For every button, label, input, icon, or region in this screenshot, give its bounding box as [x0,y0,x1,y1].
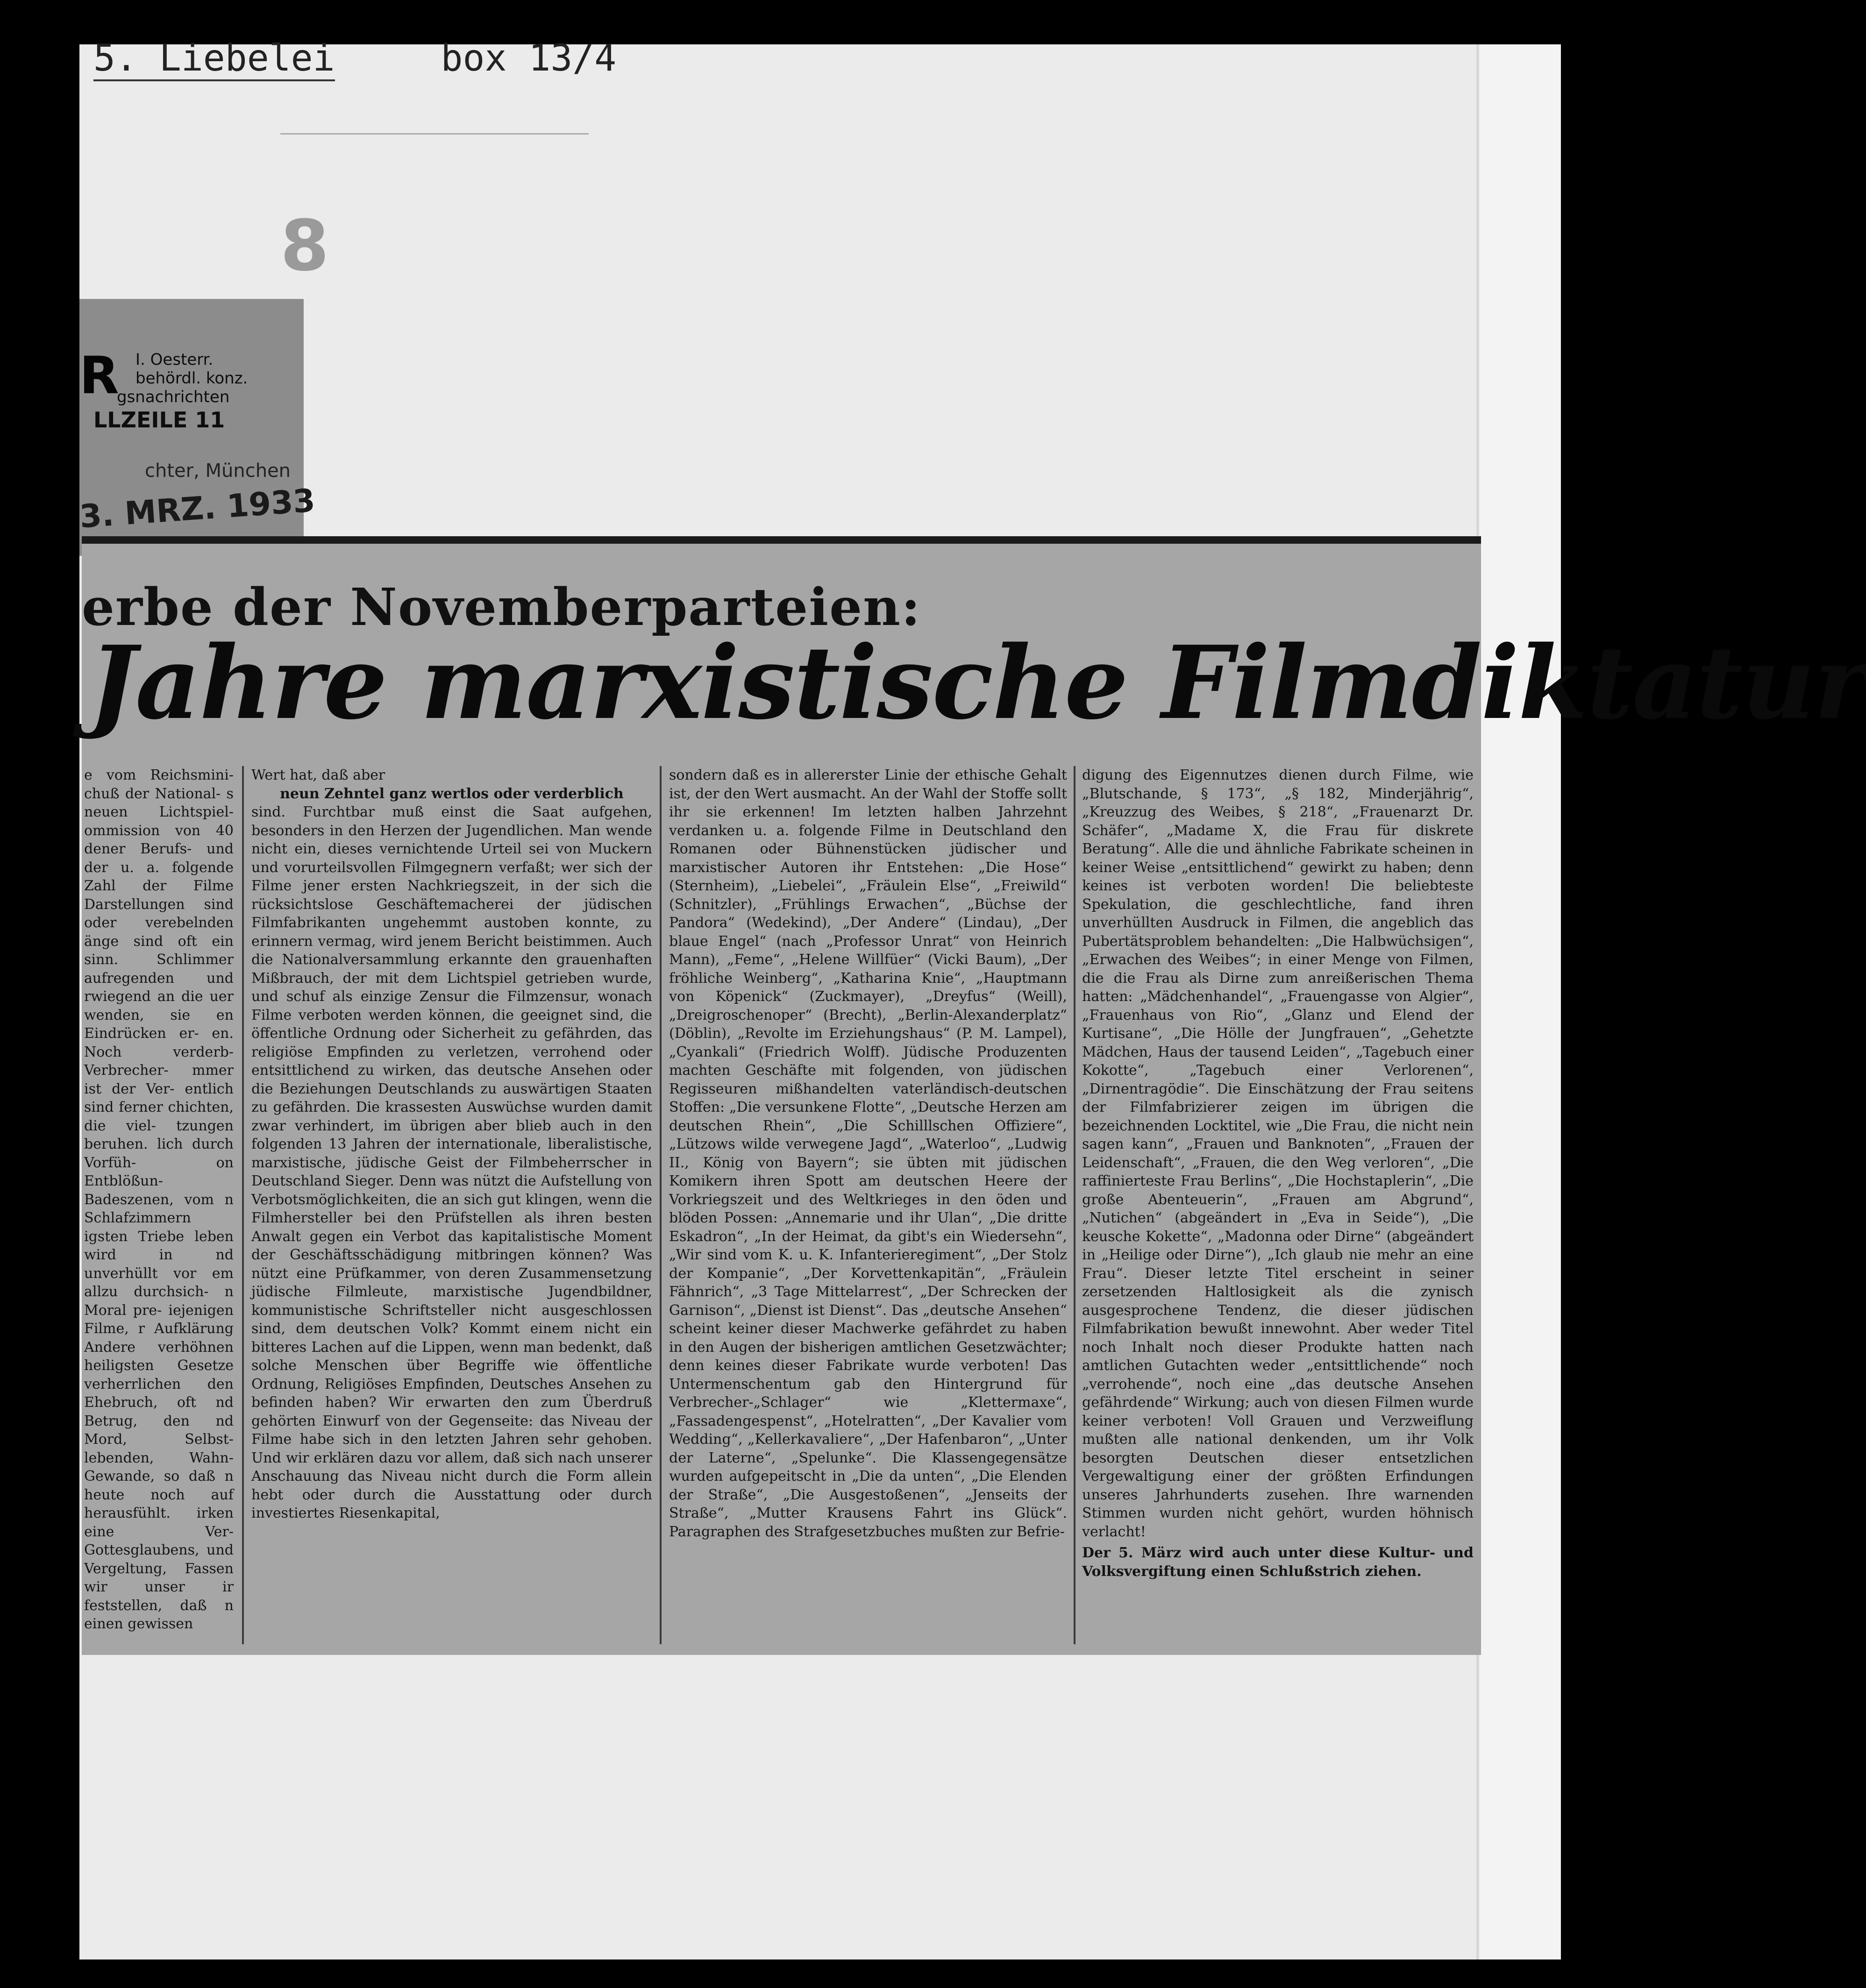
column-2-text: sind. Furchtbar muß einst die Saat aufgehen, besonders in den Herzen der Jugendlichen. Man wende nicht ein, dieses vernichtende Urteil sei von Muckern und vorurteilsvollen Filmgegnern verfaßt; wer sich der Filme jener ersten Nachkriegszeit, in der sich die rücksichtslose Geschäftemacherei der jüdischen Filmfabrikanten ungehemmt austoben konnte, zu erinnern vermag, wird jenem Bericht beistimmen. Auch die Nationalversammlung erkannte den grauenhaften Mißbrauch, der mit dem Lichtspiel getrieben wurde, und schuf als einzige Zensur die Filmzensur, wonach Filme verboten werden können, die geeignet sind, die öffentliche Ordnung oder Sicherheit zu gefährden, das religiöse Empfinden zu verletzen, verrohend oder entsittlichend zu wirken, das deutsche Ansehen oder die Beziehungen Deutschlands zu auswärtigen Staaten zu gefährden. Die krassesten Auswüchse wurden damit zwar verhindert, im übrigen aber blieb auch in den folgenden 13 Jahren der internationale, liberalistische, marxistische, jüdische Geist der Filmbeherrscher in Deutschland Sieger. Denn was nützt die Aufstellung von Verbotsmöglichkeiten, die an sich gut klingen, wenn die Filmhersteller bei den Prüfstellen als ihren besten Anwalt gegen ein Verbot das kapitalistische Moment der Geschäftsschädigung mitbringen können? Was nützt eine Prüfkammer, von deren Zusammensetzung jüdische Filmleute, marxistische Jugendbildner, kommunistische Schriftsteller nicht ausgeschlossen sind, dem deutschen Volk? Kommt einem nicht ein bitteres Lachen auf die Lippen, wenn man bedenkt, daß solche Menschen über Begriffe wie öffentliche Ordnung, Religiöses Empfinden, Deutsches Ansehen zu befinden haben? Wir erwarten den zum Überdruß gehörten Einwurf von der Gegenseite: das Niveau der Filme habe sich in den letzten Jahren sehr gehoben. Und wir erklären dazu vor allem, daß sich nach unserer Anschauung das Niveau nicht durch die Form allein hebt oder durch die Ausstattung oder durch investiertes Riesenkapital, [251,804,652,1521]
header-rule [280,133,589,135]
stamp-line-2: behördl. konz. [135,369,248,388]
article-column-1 [84,766,234,1644]
sheet-lower-margin [79,1655,1476,1960]
stamp-date: 3. MRZ. 1933 [78,482,317,536]
stamp-line-1: I. Oesterr. [135,350,214,369]
article-kicker: erbe der Novemberparteien: [82,577,921,637]
article-column-3 [669,766,1067,1644]
clipping-service-stamp [78,299,317,556]
column-4-text: digung des Eigennutzes dienen durch Filme, wie „Blutschande, § 173“, „§ 182, Minderjährig“, „Kreuzzug des Weibes, § 218“, „Frauenarzt Dr. Schäfer“, „Madame X, die Frau für diskrete Beratung“. Alle die und ähnliche Fabrikate scheinen in keiner Weise „entsittlichend“ gewirkt zu haben; denn keines ist verboten worden! Die beliebteste Spekulation, die geschlechtliche, fand ihren unverhüllten Ausdruck in Filmen, die angeblich das Pubertätsproblem behandelten: „Die Halbwüchsigen“, „Erwachen des Weibes“; in einer Menge von Filmen, die die Frau als Dirne zum anreißerischen Thema hatten: „Mädchenhandel“, „Frauengasse von Algier“, „Frauenhaus von Rio“, „Glanz und Elend der Kurtisane“, „Die Hölle der Jungfrauen“, „Gehetzte Mädchen, Haus der tausend Leiden“, „Tagebuch einer Kokotte“, „Tagebuch einer Verlorenen“, „Dirnentragödie“. Die Einschätzung der Frau seitens der Filmfabrizierer zeigen im übrigen die bezeichnenden Locktitel, wie „Die Frau, die nicht nein sagen kann“, „Frauen und Banknoten“, „Frauen der Leidenschaft“, „Frauen, die den Weg verloren“, „Die raffinierteste Frau Berlins“, „Die Hochstaplerin“, „Die große Abenteuerin“, „Frauen am Abgrund“, „Nutichen“ (abgeändert in „Eva in Seide“), „Die keusche Kokette“, „Madonna oder Dirne“ (abgeändert in „Heilige oder Dirne“), „Ich glaub nie mehr an eine Frau“. Dieser letzte Titel erscheint in seiner zersetzenden Haltlosigkeit als die zynisch ausgesprochene Tendenz, die dieser jüdischen Filmfabrikation bewußt innewohnt. Aber weder Titel noch Inhalt noch dieser Produkte hatten nach amtlichen Gutachten weder „entsittlichende“ noch „verrohende“, noch eine „das deutsche Ansehen gefährdende“ Wirkung; auch von diesen Filmen wurde keiner verboten! Voll Grauen und Verzweiflung mußten alle national denkenden, um ihr Volk besorgten Deutschen dieser entsetzlichen Vergewaltigung einer der größten Erfindungen unseres Jahrhunderts zusehen. Ihre warnenden Stimmen wurden nicht gehört, wurden höhnisch verlacht! [1082,767,1474,1540]
column-3-text: sondern daß es in allererster Linie der ethische Gehalt ist, der den Wert ausmacht. An der Wahl der Stoffe sollt ihr sie erkennen! Im letzten halben Jahrzehnt verdanken u. a. folgende Filme in Deutschland den Romanen oder Bühnenstücken jüdischer und marxistischer Autoren ihr Entstehen: „Die Hose“ (Sternheim), „Liebelei“, „Fräulein Else“, „Freiwild“ (Schnitzler), „Frühlings Erwachen“, „Büchse der Pandora“ (Wedekind), „Der Andere“ (Lindau), „Der blaue Engel“ (nach „Professor Unrat“ von Heinrich Mann), „Feme“, „Helene Willfüer“ (Vicki Baum), „Der fröhliche Weinberg“, „Katharina Knie“, „Hauptmann von Köpenick“ (Zuckmayer), „Dreyfus“ (Weill), „Dreigroschenoper“ (Brecht), „Berlin-Alexanderplatz“ (Döblin), „Revolte im Erziehungshaus“ (P. M. Lampel), „Cyankali“ (Friedrich Wolff). Jüdische Produzenten machten Geschäfte mit folgenden, von jüdischen Regisseuren mißhandelten vaterländisch-deutschen Stoffen: „Die versunkene Flotte“, „Deutsche Herzen am deutschen Rhein“, „Die Schilllschen Offiziere“, „Lützows wilde verwegene Jagd“, „Waterloo“, „Ludwig II., König von Bayern“; sie übten mit jüdischen Komikern ihren Spott am deutschen Heere der Vorkriegszeit und des Weltkrieges in den öden und blöden Possen: „Annemarie und ihr Ulan“, „Die dritte Eskadron“, „In der Heimat, da gibt's ein Wiedersehn“, „Wir sind vom K. u. K. Infanterieregiment“, „Der Stolz der Kompanie“, „Der Korvettenkapitän“, „Fräulein Fähnrich“, „3 Tage Mittelarrest“, „Der Schrecken der Garnison“, „Dienst ist Dienst“. Das „deutsche Ansehen“ scheint keiner dieser Machwerke gefährdet zu haben in den Augen der bisherigen amtlichen Gesetzwächter; denn keines dieser Fabrikate wurde verboten! Das Untermenschentum gab den Hintergrund für Verbrecher-„Schlager“ wie „Klettermaxe“, „Fassadengespenst“, „Hotelratten“, „Der Kavalier vom Wedding“, „Kellerkavaliere“, „Der Hafenbaron“, „Unter der Laterne“, „Spelunke“. Die Klassengegensätze wurden aufgepeitscht in „Die da unten“, „Die Elenden der Straße“, „Die Ausgestoßenen“, „Jenseits der Straße“, „Mutter Krausens Fahrt ins Glück“. Paragraphen des Strafgesetzbuches mußten zur Befrie- [669,767,1067,1540]
column-1-text: e vom Reichsmini- chuß der National- s neuen Lichtspiel- ommission von 40 dener Berufs- und der u. a. folgende Zahl der Filme Darstellungen sind oder verebelnden änge sind oft ein sinn. Schlimmer aufregenden und rwiegend an die uer wenden, sie en Eindrücken er- en. Noch verderb- Verbrecher- mmer ist der Ver- entlich sind ferner chichten, die viel- tzungen beruhen. lich durch Vorfüh- on Entblößun- Badeszenen, vom n Schlafzimmern igsten Triebe leben wird in nd unverhüllt vor em allzu durchsich- n Moral pre- iejenigen Filme, r Aufklärung Andere verhöhnen heiligsten Gesetze verherrlichen den Ehebruch, oft nd Betrug, den nd Mord, Selbst- lebenden, Wahn- Gewande, so daß n heute noch auf herausfühlt. irken eine Ver- Gottesglaubens, und Vergeltung, Fassen wir unser ir feststellen, daß n einen gewissen [84,767,234,1632]
clipping-top-rule [82,536,1481,544]
column-rule-2 [660,766,662,1644]
article-headline: Jahre marxistische Filmdiktatur [89,624,1866,742]
stamp-address: LLZEILE 11 [93,407,225,433]
column-2-intro: Wert hat, daß aber [251,767,385,783]
stamp-city: chter, München [145,460,291,482]
box-number: box 13/4 [441,37,617,79]
archive-header [79,37,616,81]
column-4-closing: Der 5. März wird auch unter diese Kultur- und Volksvergiftung einen Schlußstrich ziehen. [1082,1545,1474,1580]
sheet-edge [1476,44,1561,1960]
column-rule-3 [1074,766,1075,1644]
pencil-number: 8 [280,206,329,287]
article-column-4 [1082,766,1474,1644]
stamp-line-3: gsnachrichten [117,388,230,406]
column-rule-1 [242,766,244,1644]
column-2-emphasis: neun Zehntel ganz wertlos oder verderblich [280,785,624,802]
folder-reference: 5. Liebelei [93,37,335,81]
article-column-2 [251,766,652,1644]
stamp-letter: R [79,346,119,405]
